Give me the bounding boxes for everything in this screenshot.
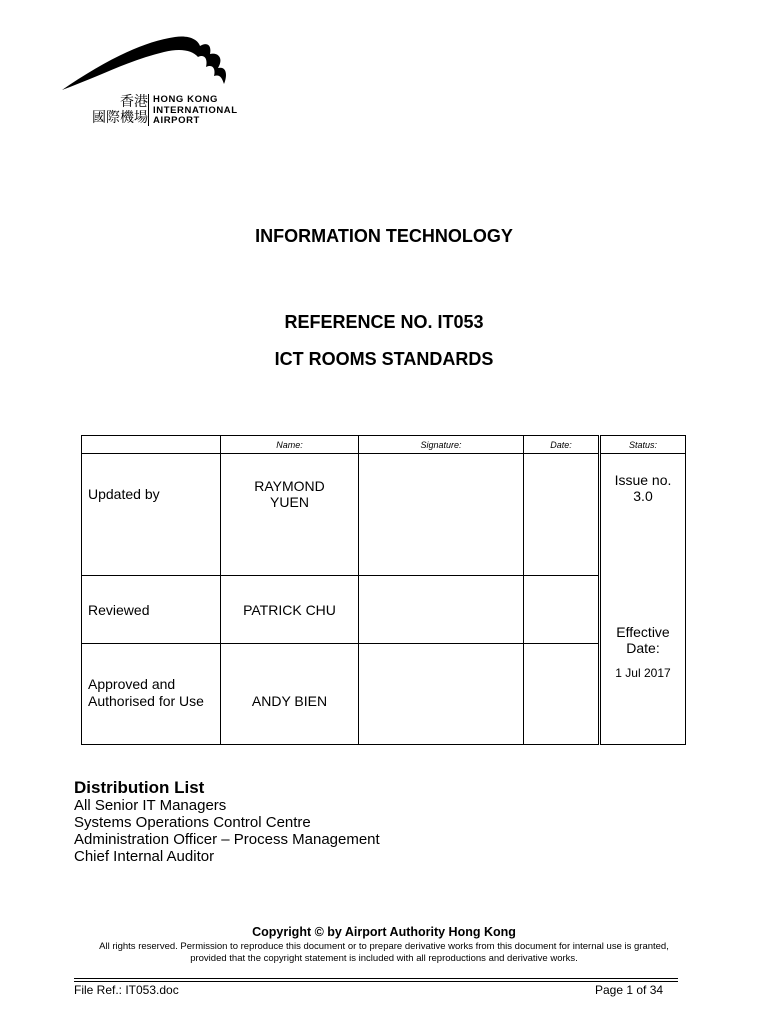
effective-date-label: Effective Date:	[616, 624, 670, 656]
distribution-list	[74, 779, 380, 865]
name-label: PATRICK CHU	[243, 601, 336, 618]
footer-rule-bottom	[74, 981, 678, 982]
role-label: Updated by	[88, 486, 160, 502]
issue-label: Issue no.	[614, 472, 672, 488]
effective-date-value: 1 Jul 2017	[615, 666, 671, 680]
date-cell	[524, 576, 600, 644]
role-approved	[82, 644, 221, 745]
signature-cell	[359, 644, 524, 745]
approval-table	[81, 435, 686, 745]
name-label: RAYMOND YUEN	[254, 478, 325, 510]
approval-table-header	[82, 436, 686, 454]
name-updated-by	[221, 454, 359, 576]
table-row	[82, 644, 686, 745]
wing-logo-icon	[60, 34, 260, 94]
distribution-title: Distribution List	[74, 778, 205, 797]
status-cell	[600, 454, 686, 745]
header-signature: Signature:	[359, 436, 524, 454]
copyright-line-2: provided that the copyright statement is included with all reproductions and derivative works.	[190, 953, 578, 964]
role-label: Approved and Authorised for Use	[88, 676, 204, 709]
role-label: Reviewed	[88, 601, 150, 618]
table-row	[82, 454, 686, 576]
copyright-line-1: All rights reserved. Permission to reproduce this document or to prepare derivative works from this document for internal use is granted,	[99, 941, 669, 952]
logo-separator	[148, 94, 149, 126]
date-cell	[524, 454, 600, 576]
list-item: Systems Operations Control Centre	[74, 814, 311, 831]
copyright-title: Copyright © by Airport Authority Hong Kong	[252, 925, 516, 939]
name-reviewed	[221, 576, 359, 644]
reference-number: REFERENCE NO. IT053	[284, 312, 484, 332]
logo-chinese-line2: 國際機場	[92, 110, 148, 126]
logo-chinese-name	[80, 94, 148, 126]
name-label: ANDY BIEN	[251, 693, 328, 709]
table-row	[82, 576, 686, 644]
logo-english-name	[153, 95, 238, 127]
logo-english-line1: HONG KONG	[153, 94, 219, 105]
logo-chinese-line1: 香港	[120, 94, 148, 110]
list-item: Administration Officer – Process Management	[74, 831, 380, 848]
logo-english-line3: AIRPORT	[153, 115, 200, 126]
name-approved	[221, 644, 359, 745]
file-reference: File Ref.: IT053.doc	[74, 983, 179, 997]
page-number: Page 1 of 34	[595, 983, 664, 997]
date-cell	[524, 644, 600, 745]
header-status: Status:	[600, 436, 686, 454]
header-date: Date:	[524, 436, 600, 454]
footer-rule-top	[74, 978, 678, 979]
header-name: Name:	[221, 436, 359, 454]
logo-english-line2: INTERNATIONAL	[153, 104, 238, 116]
role-reviewed	[82, 576, 221, 644]
signature-cell	[359, 576, 524, 644]
signature-cell	[359, 454, 524, 576]
department-heading: INFORMATION TECHNOLOGY	[255, 226, 513, 246]
list-item: Chief Internal Auditor	[74, 848, 215, 865]
role-updated-by	[82, 454, 221, 576]
list-item: All Senior IT Managers	[74, 797, 227, 814]
issue-value: 3.0	[633, 488, 653, 504]
header-role	[82, 436, 221, 454]
airport-logo	[60, 34, 260, 130]
document-title: ICT ROOMS STANDARDS	[274, 349, 494, 369]
